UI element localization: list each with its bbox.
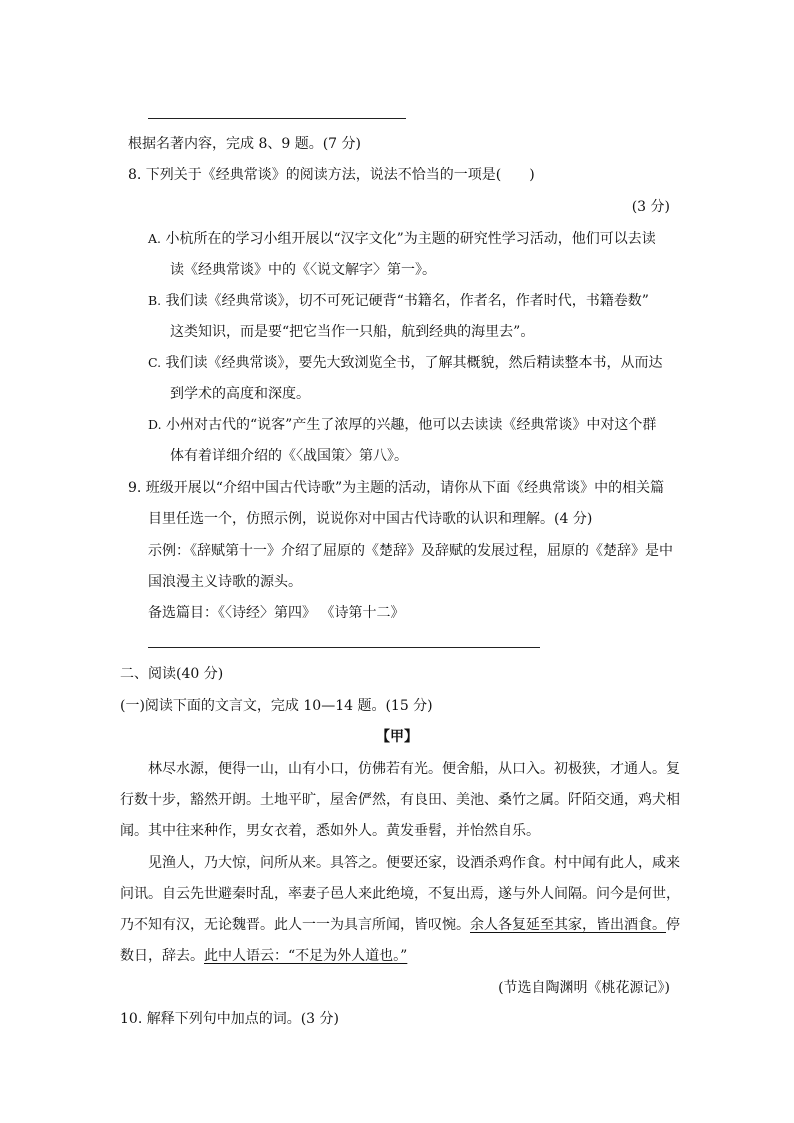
underlined-sentence: 余人各复延至其家，皆出酒食。 — [470, 917, 666, 933]
answer-line-q9 — [148, 647, 540, 648]
passage-line: 林尽水源，便得一山，山有小口，仿佛若有光。便舍船，从口入。初极狭，才通人。复 — [148, 761, 680, 777]
option-d — [148, 415, 656, 435]
passage-title: 【甲】 — [376, 729, 418, 745]
question-8-score: (3 分) — [631, 199, 670, 215]
passage-line — [120, 946, 407, 966]
option-label: D. — [148, 417, 162, 432]
option-label: C. — [148, 355, 162, 370]
passage-line: 问讯。自云先世避秦时乱，率妻子邑人来此绝境，不复出焉，遂与外人间隔。问今是何世， — [120, 886, 680, 902]
passage-line: 闻。其中往来种作，男女衣着，悉如外人。黄发垂髫，并怡然自乐。 — [120, 823, 540, 839]
section-subtitle: (一)阅读下面的文言文，完成 10—14 题。(15 分) — [120, 698, 433, 714]
passage-line: 行数十步，豁然开朗。土地平旷，屋舍俨然，有良田、美池、桑竹之属。阡陌交通，鸡犬相 — [120, 792, 680, 808]
passage-line — [120, 915, 680, 935]
option-text: 我们读《经典常谈》，切不可死记硬背“书籍名，作者名，作者时代，书籍卷数” — [165, 293, 649, 309]
answer-line-top — [148, 118, 406, 119]
option-d-cont: 体有着详细介绍的《〈战国策〉第八》。 — [170, 448, 408, 464]
passage-text: 数日，辞去。 — [120, 948, 204, 964]
question-9-stem-cont: 目里任选一个，仿照示例，说说你对中国古代诗歌的认识和理解。(4 分) — [148, 511, 593, 527]
option-c — [148, 353, 663, 373]
option-text: 我们读《经典常谈》，要先大致浏览全书，了解其概貌，然后精读整本书，从而达 — [165, 355, 663, 371]
option-text: 小杭所在的学习小组开展以“汉字文化”为主题的研究性学习活动，他们可以去读 — [165, 231, 656, 247]
question-9-stem: 9. 班级开展以“介绍中国古代诗歌”为主题的活动，请你从下面《经典常谈》中的相关篇 — [128, 480, 665, 496]
option-c-cont: 到学术的高度和深度。 — [170, 386, 310, 402]
option-label: A. — [148, 231, 162, 246]
question-9-example: 示例：《辞赋第十一》介绍了屈原的《楚辞》及辞赋的发展过程，屈原的《楚辞》是中 — [148, 543, 673, 559]
question-9-example-cont: 国浪漫主义诗歌的源头。 — [148, 574, 302, 590]
passage-text: 停 — [666, 917, 680, 933]
option-b — [148, 291, 649, 311]
instruction-text: 根据名著内容，完成 8、9 题。(7 分) — [128, 136, 361, 152]
option-text: 小州对古代的“说客”产生了浓厚的兴趣，他可以去读读《经典常谈》中对这个群 — [166, 417, 657, 433]
question-8-stem: 8. 下列关于《经典常谈》的阅读方法，说法不恰当的一项是( ) — [128, 167, 535, 183]
option-label: B. — [148, 293, 162, 308]
question-10-stem: 10. 解释下列句中加点的词。(3 分) — [120, 1011, 339, 1027]
option-a-cont: 读《经典常谈》中的《〈说文解字〉第一》。 — [170, 262, 436, 278]
option-b-cont: 这类知识，而是要“把它当作一只船，航到经典的海里去”。 — [170, 324, 535, 340]
question-9-options: 备选篇目：《〈诗经〉第四》 《诗第十二》 — [148, 605, 405, 621]
passage-text: 乃不知有汉，无论魏晋。此人一一为具言所闻，皆叹惋。 — [120, 917, 470, 933]
section-title: 二、阅读(40 分) — [120, 666, 224, 682]
option-a — [148, 229, 656, 249]
source-citation: (节选自陶渊明《桃花源记》) — [498, 980, 670, 996]
passage-line: 见渔人，乃大惊，问所从来。具答之。便要还家，设酒杀鸡作食。村中闻有此人，咸来 — [148, 855, 680, 871]
underlined-sentence: 此中人语云：“不足为外人道也。” — [204, 948, 408, 964]
